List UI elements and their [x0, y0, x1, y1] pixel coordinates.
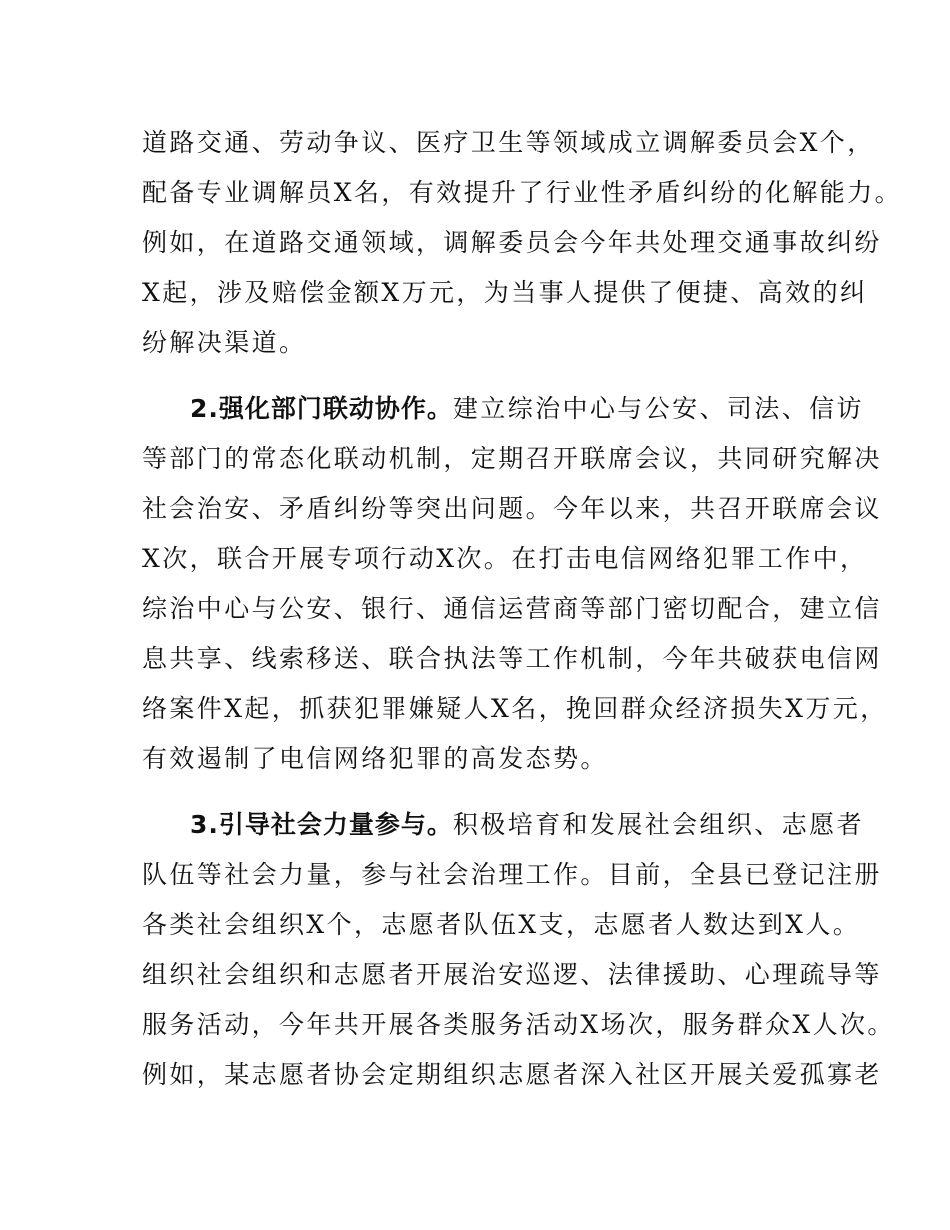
- paragraph-1-line-5: 纷解决渠道。: [142, 328, 307, 357]
- paragraph-2-line-4: X次，联合开展专项行动X次。在打击电信网络犯罪工作中，: [142, 544, 868, 573]
- paragraph-3-line-3: 各类社会组织X个，志愿者队伍X支，志愿者人数达到X人。: [142, 910, 861, 939]
- paragraph-2-line-6: 息共享、线索移送、联合执法等工作机制，今年共破获电信网: [142, 644, 882, 673]
- paragraph-3-heading: 3.引导社会力量参与。: [190, 810, 453, 839]
- paragraph-2-line-5: 综治中心与公安、银行、通信运营商等部门密切配合，建立信: [142, 594, 882, 623]
- paragraph-1-line-4: X起，涉及赔偿金额X万元，为当事人提供了便捷、高效的纠: [142, 278, 868, 307]
- paragraph-3-line-6: 例如，某志愿者协会定期组织志愿者深入社区开展关爱孤寡老: [142, 1060, 882, 1089]
- paragraph-2-line-2: 等部门的常态化联动机制，定期召开联席会议，共同研究解决: [142, 444, 882, 473]
- paragraph-1-line-1: 道路交通、劳动争议、医疗卫生等领域成立调解委员会X个，: [142, 128, 875, 157]
- paragraph-3-first-line-text: 积极培育和发展社会组织、志愿者: [452, 810, 864, 839]
- paragraph-2-line-8: 有效遏制了电信网络犯罪的高发态势。: [142, 744, 608, 773]
- paragraph-2-line-7: 络案件X起，抓获犯罪嫌疑人X名，挽回群众经济损失X万元，: [142, 694, 888, 723]
- paragraph-1-line-3: 例如，在道路交通领域，调解委员会今年共处理交通事故纠纷: [142, 228, 882, 257]
- paragraph-3-line-4: 组织社会组织和志愿者开展治安巡逻、法律援助、心理疏导等: [142, 960, 882, 989]
- paragraph-1-line-2: 配备专业调解员X名，有效提升了行业性矛盾纠纷的化解能力。: [142, 178, 903, 207]
- paragraph-3-line-2: 队伍等社会力量，参与社会治理工作。目前，全县已登记注册: [142, 860, 882, 889]
- paragraph-2-heading: 2.强化部门联动协作。: [190, 394, 453, 423]
- paragraph-2-first-line-text: 建立综治中心与公安、司法、信访: [452, 394, 864, 423]
- paragraph-2-first-line: [190, 393, 864, 425]
- paragraph-2-line-3: 社会治安、矛盾纠纷等突出问题。今年以来，共召开联席会议: [142, 494, 882, 523]
- paragraph-3-line-5: 服务活动，今年共开展各类服务活动X场次，服务群众X人次。: [142, 1010, 895, 1039]
- paragraph-3-first-line: [190, 809, 864, 841]
